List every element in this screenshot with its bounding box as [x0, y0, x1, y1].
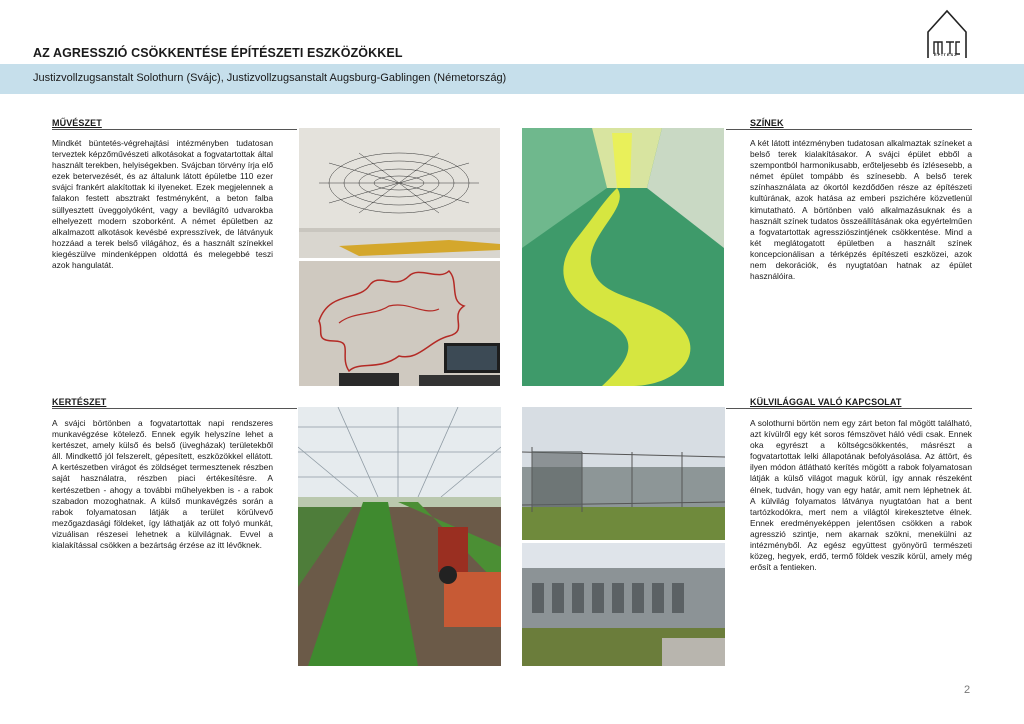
section-rule	[52, 408, 297, 409]
section-rule	[52, 129, 297, 130]
art-photo-red-line-drawing	[299, 261, 500, 386]
logo-caption: ÉPÍTÉSZ	[934, 52, 958, 57]
section-text-kulvilag: A solothurni börtön nem egy zárt beton fal mögött található, azt kívülről egy két soros fémszövet háló védi csak. Ennek oka egyrészt a költségcsökkentés, másrészt a fogvatartottak lelki állapotának befolyásolása. Az áttört, és ilyen módon átlátható kerítés mögött a rabok folyamatosan látják a külső világot maguk körül, így annak részeként élnek, tudván, hogy van egy határ, amit nem léphetnek át. A külvilág folyamatos látványa nyugtatóan hat a bent tartózkodókra, mert nem a világtól kirekesztetve élnek. Ennek eredményeképpen jelentősen csökken a rabok agresszió szintje, nem akarnak szökni, menekülni az intézményből. Az egész együttest gyönyörű természeti közeg, hegyek, erdő, termő földek veszik körül, amely még erősít a fentieken.	[750, 418, 972, 573]
colors-photo-corridor	[522, 128, 724, 386]
section-text-muveszet: Mindkét büntetés-végrehajtási intézményben tudatosan terveztek képzőművészeti alkotásokat a fogvatartottak által használt terekben, helyiségekben. Svájcban törvény írja elő ezek betervezését, és az általunk látott épületbe 110 ezer svájci frankért alakítottak ki ilyeneket. Ezek megjelennek a falakon festett absztrakt festményként, a beton falba süllyesztett üveggolyóként, vagy a bevilágító udvarokba elhelyezett modern szoborként. A német épületben az alkalmazott alkotások kevésbé expresszívek, de látványuk hozzáad a terek belső világához, és a használt színekkel kiegészülve mindenképpen oldottá és melegebbé teszi azok hangulatát.	[52, 138, 273, 271]
section-heading-muveszet: MŰVÉSZET	[52, 118, 102, 128]
page-title: AZ AGRESSZIÓ CSÖKKENTÉSE ÉPÍTÉSZETI ESZKÖZÖKKEL	[33, 46, 403, 60]
section-rule	[726, 129, 972, 130]
section-text-szinek: A két látott intézményben tudatosan alkalmaztak színeket a belső terek kialakításakor. A svájci épület ebből a szempontból harmonikusabb, erőteljesebb és ízlésesebb, a német épület tompább és színesebb. A belső terek színhasználata az ókortól kezdődően része az építészeti kultúrának, azok hatása az emberi pszichére közvetlenül kimutatható. A börtönben való alkalmazásuknak és a használt színek tudatos összeállításának oka egyértelműen a fogvatartottak agressziószintjének csökkentése. Mind a két meglátogatott épületben a használt színek koncepcionálisan a térképzés építészeti eszközei, azok nem dekorációk, és nyugtatóan hatnak az épület használóira.	[750, 138, 972, 282]
section-heading-kerteszet: KERTÉSZET	[52, 397, 107, 407]
section-rule	[726, 408, 972, 409]
outside-photo-building	[522, 543, 725, 666]
section-text-kerteszet: A svájci börtönben a fogvatartottak napi rendszeres munkavégzése kötelező. Ennek egyik helyszíne lehet a kertészet, amely külső és belső (üvegházak) területekből áll. Mindkettő jól felszerelt, gépesített, eszközökkel ellátott. A kertészetben virágot és zöldséget termesztenek részben saját használatra, részben piaci értékesítésre. A kertészetben - ahogy a további műhelyekben is - a rabok szabadon mozoghatnak. A külső munkavégzés során a rabok folyamatosan látják a terület körülvevő mezőgazdasági földeket, így láthatják az ott folyó munkát, vizuálisan részesei lehetnek a külvilágnak. Evvel a kialakítással csökken a bezártság érzése az itt lévőknek.	[52, 418, 273, 551]
art-photo-wall-drawing	[299, 128, 500, 258]
section-heading-szinek: SZÍNEK	[750, 118, 784, 128]
garden-photo-greenhouse	[298, 407, 501, 666]
page-subtitle: Justizvollzugsanstalt Solothurn (Svájc), Justizvollzugsanstalt Augsburg-Gablingen (Németország)	[33, 72, 507, 84]
outside-photo-fence	[522, 407, 725, 540]
section-heading-kulvilag: KÜLVILÁGGAL VALÓ KAPCSOLAT	[750, 397, 902, 407]
page-number: 2	[964, 684, 971, 696]
